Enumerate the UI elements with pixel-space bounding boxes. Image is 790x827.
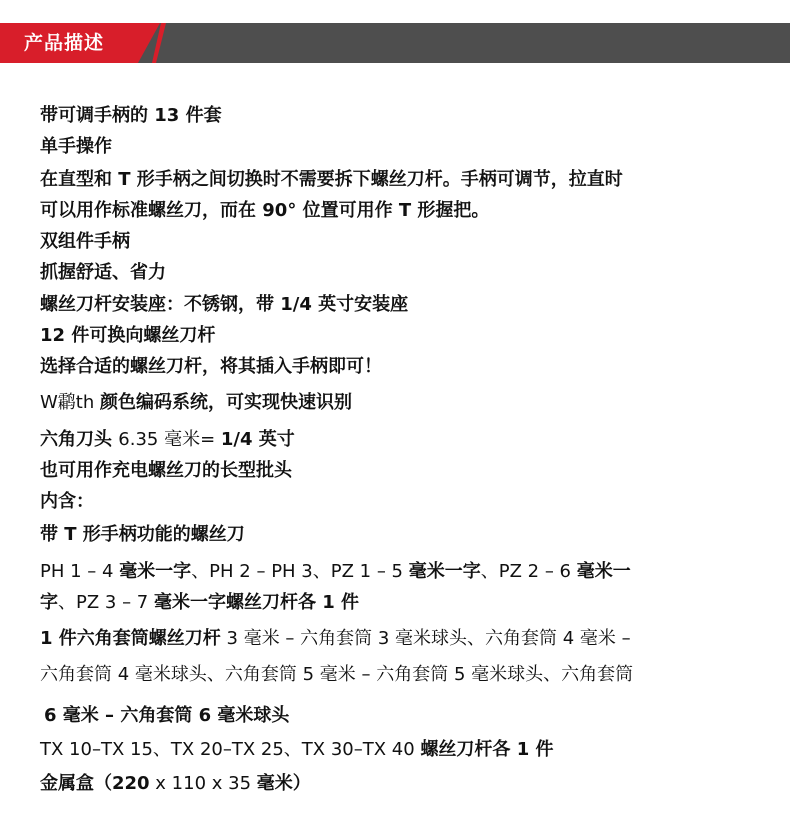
desc-line xyxy=(40,390,352,416)
text-span: W鹴th xyxy=(40,392,100,413)
desc-line: 12 件可换向螺丝刀杆 xyxy=(40,325,216,346)
desc-line: 抓握舒适、省力 xyxy=(40,262,166,283)
desc-line xyxy=(40,590,359,616)
desc-line xyxy=(40,737,554,763)
text-span: 、PH 2 – PH 3、PZ 1 – 5 xyxy=(191,561,409,582)
desc-line: 6 毫米 – 六角套筒 6 毫米球头 xyxy=(44,705,290,726)
section-header xyxy=(0,23,790,63)
text-span: 220 xyxy=(112,773,150,794)
text-span: 毫米一字螺丝刀杆各 1 件 xyxy=(153,592,360,613)
text-span: 毫米一 xyxy=(576,561,631,582)
text-span: 六角刀头 xyxy=(40,429,119,450)
text-span: 毫米一字 xyxy=(408,561,481,582)
desc-line xyxy=(40,771,311,797)
desc-line: 内含： xyxy=(40,491,94,512)
text-span: 金属盒（ xyxy=(40,773,112,794)
text-span: 字 xyxy=(40,592,58,613)
desc-line: 双组件手柄 xyxy=(40,231,130,252)
desc-line: 螺丝刀杆安装座：不锈钢，带 1/4 英寸安装座 xyxy=(40,294,409,315)
text-span: 毫米一字 xyxy=(119,561,192,582)
text-span: 颜色编码系统，可实现快速识别 xyxy=(100,392,352,413)
text-span: 6.35 毫米= xyxy=(118,429,221,450)
text-span: x 110 x 35 xyxy=(149,773,257,794)
desc-line: 带可调手柄的 13 件套 xyxy=(40,105,222,126)
desc-line: 也可用作充电螺丝刀的长型批头 xyxy=(40,460,292,481)
text-span: 毫米） xyxy=(256,773,311,794)
text-span: 1 件六角套筒螺丝刀杆 xyxy=(40,628,221,649)
text-span: TX 10–TX 15、TX 20–TX 25、TX 30–TX 40 xyxy=(40,739,421,760)
desc-line: 六角套筒 4 毫米球头、六角套筒 5 毫米 – 六角套筒 5 毫米球头、六角套筒 xyxy=(40,664,634,685)
text-span: 、PZ 3 – 7 xyxy=(58,592,154,613)
desc-line xyxy=(40,427,295,453)
text-span: 螺丝刀杆各 1 件 xyxy=(420,739,554,760)
desc-line: 可以用作标准螺丝刀，而在 90° 位置可用作 T 形握把。 xyxy=(40,200,490,221)
section-title: 产品描述 xyxy=(24,32,105,54)
desc-line: 单手操作 xyxy=(40,136,112,157)
desc-line: 在直型和 T 形手柄之间切换时不需要拆下螺丝刀杆。手柄可调节，拉直时 xyxy=(40,169,623,190)
desc-line: 带 T 形手柄功能的螺丝刀 xyxy=(40,524,245,545)
desc-line: 选择合适的螺丝刀杆，将其插入手柄即可！ xyxy=(40,356,382,377)
text-span: PH 1 – 4 xyxy=(40,561,120,582)
desc-line xyxy=(40,559,631,585)
text-span: 3 毫米 – 六角套筒 3 毫米球头、六角套筒 4 毫米 – xyxy=(220,628,631,649)
desc-line xyxy=(40,626,631,652)
text-span: 、PZ 2 – 6 xyxy=(480,561,577,582)
text-span: 1/4 英寸 xyxy=(220,429,295,450)
